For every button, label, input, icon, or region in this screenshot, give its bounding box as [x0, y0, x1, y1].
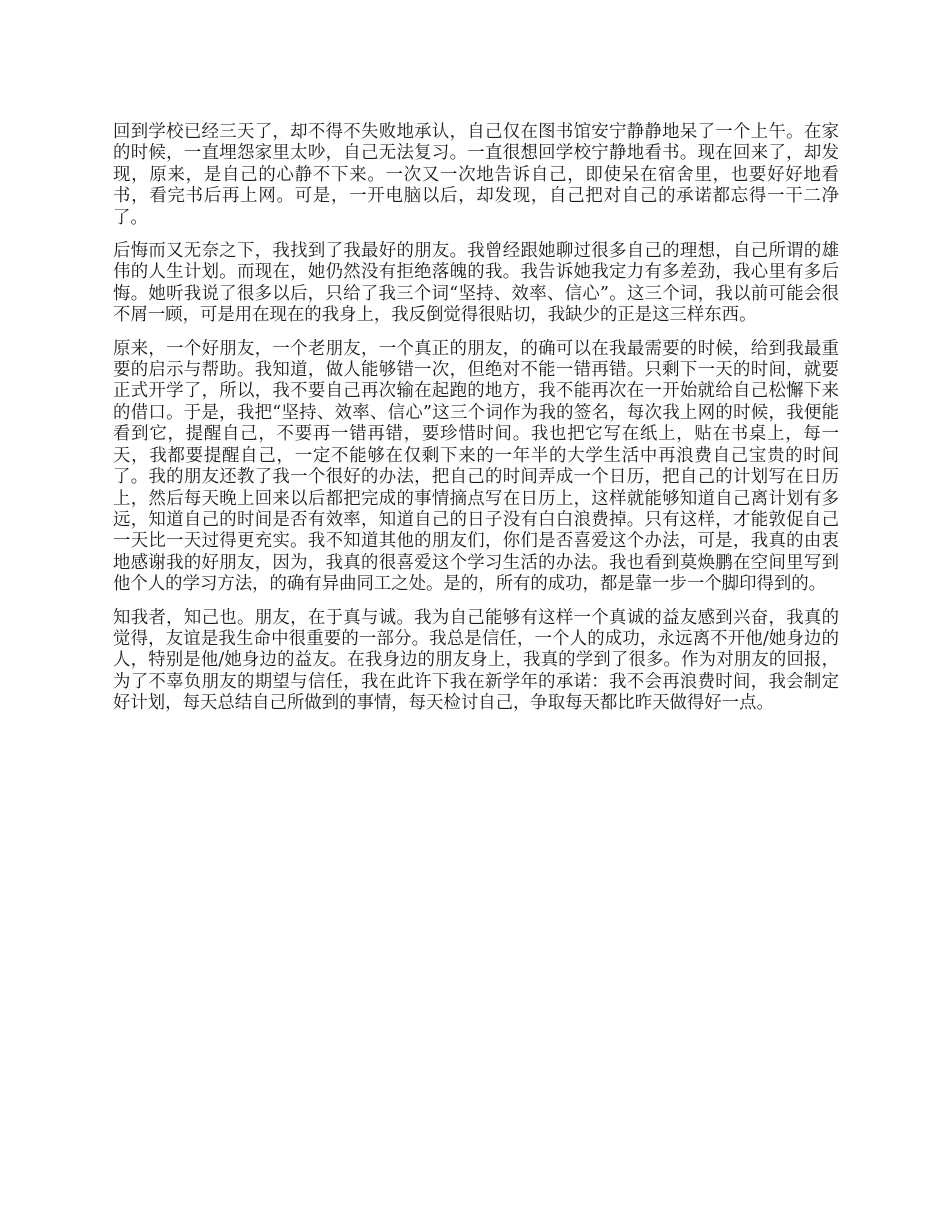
paragraph-1: 回到学校已经三天了，却不得不失败地承认，自己仅在图书馆安宁静静地呆了一个上午。在家的时候，一直埋怨家里太吵，自己无法复习。一直很想回学校宁静地看书。现在回来了，却发现，原来，是自己的心静不下来。一次又一次地告诉自己，即使呆在宿舍里，也要好好地看书，看完书后再上网。可是，一开电脑以后，却发现，自己把对自己的承诺都忘得一干二净了。 — [113, 122, 839, 228]
document-body — [113, 122, 839, 727]
paragraph-2: 后悔而又无奈之下，我找到了我最好的朋友。我曾经跟她聊过很多自己的理想，自己所谓的雄伟的人生计划。而现在，她仍然没有拒绝落魄的我。我告诉她我定力有多差劲，我心里有多后悔。她听我说了很多以后，只给了我三个词“坚持、效率、信心”。这三个词，我以前可能会很不屑一顾，可是用在现在的我身上，我反倒觉得很贴切，我缺少的正是这三样东西。 — [113, 241, 839, 326]
paragraph-3: 原来，一个好朋友，一个老朋友，一个真正的朋友，的确可以在我最需要的时候，给到我最重要的启示与帮助。我知道，做人能够错一次，但绝对不能一错再错。只剩下一天的时间，就要正式开学了，所以，我不要自己再次输在起跑的地方，我不能再次在一开始就给自己松懈下来的借口。于是，我把“坚持、效率、信心”这三个词作为我的签名，每次我上网的时候，我便能看到它，提醒自己，不要再一错再错，要珍惜时间。我也把它写在纸上，贴在书桌上，每一天，我都要提醒自己，一定不能够在仅剩下来的一年半的大学生活中再浪费自己宝贵的时间了。我的朋友还教了我一个很好的办法，把自己的时间弄成一个日历，把自己的计划写在日历上，然后每天晚上回来以后都把完成的事情摘点写在日历上，这样就能够知道自己离计划有多远，知道自己的时间是否有效率，知道自己的日子没有白白浪费掉。只有这样，才能敦促自己一天比一天过得更充实。我不知道其他的朋友们，你们是否喜爱这个办法，可是，我真的由衷地感谢我的好朋友，因为，我真的很喜爱这个学习生活的办法。我也看到莫焕鹏在空间里写到他个人的学习方法，的确有异曲同工之处。是的，所有的成功，都是靠一步一个脚印得到的。 — [113, 338, 839, 595]
paragraph-4: 知我者，知己也。朋友，在于真与诚。我为自己能够有这样一个真诚的益友感到兴奋，我真的觉得，友谊是我生命中很重要的一部分。我总是信任，一个人的成功，永远离不开他/她身边的人，特别是他/她身边的益友。在我身边的朋友身上，我真的学到了很多。作为对朋友的回报，为了不辜负朋友的期望与信任，我在此许下我在新学年的承诺：我不会再浪费时间，我会制定好计划，每天总结自己所做到的事情，每天检讨自己，争取每天都比昨天做得好一点。 — [113, 607, 839, 714]
